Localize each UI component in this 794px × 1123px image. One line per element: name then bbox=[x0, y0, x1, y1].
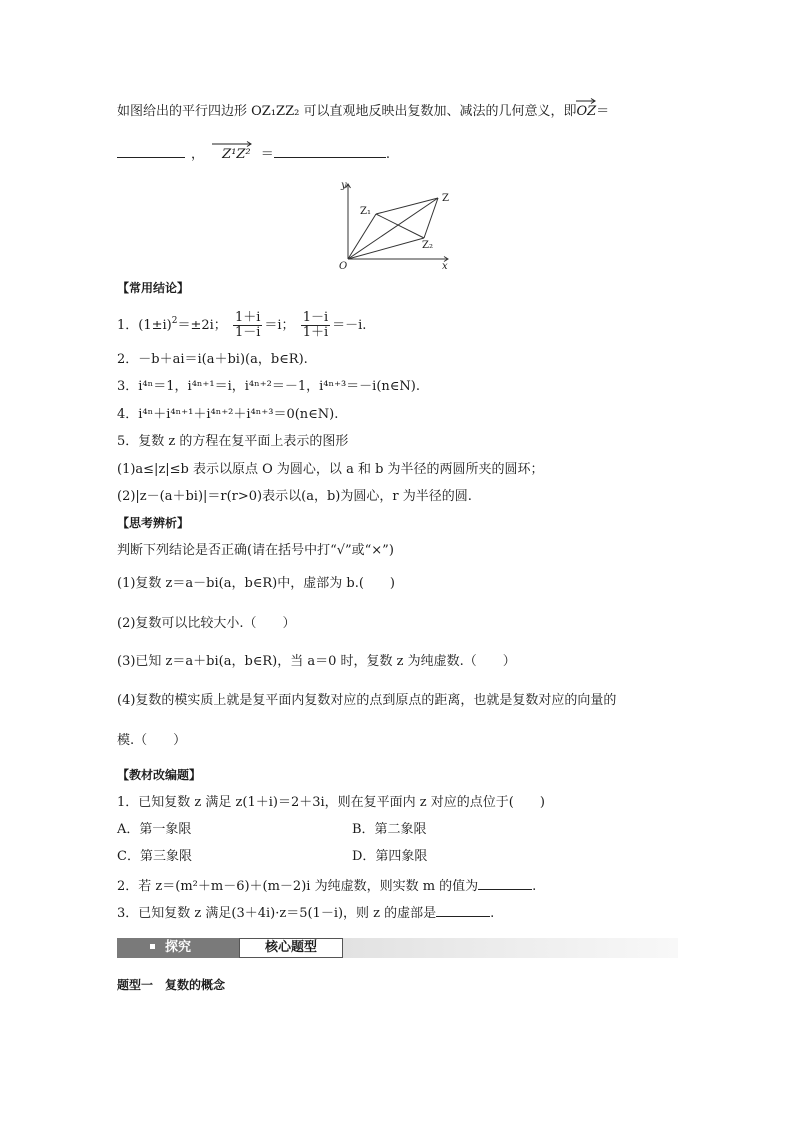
vector-oz: OZ bbox=[576, 104, 596, 120]
label-z2: Z₂ bbox=[422, 240, 433, 251]
thinking-q3: (3)已知 z＝a＋bi(a，b∈R)，当 a＝0 时，复数 z 为纯虚数.（ ） bbox=[117, 654, 516, 669]
label-o: O bbox=[339, 261, 348, 272]
banner-explore: 探究 bbox=[117, 938, 239, 958]
thinking-q2: (2)复数可以比较大小.（ ） bbox=[117, 616, 296, 631]
thinking-heading: 【思考辨析】 bbox=[117, 516, 190, 530]
conclusion-5a: (1)a≤|z|≤b 表示以原点 O 为圆心，以 a 和 b 为半径的两圆所夹的圆环； bbox=[117, 462, 544, 477]
parallelogram-diagram bbox=[338, 176, 460, 272]
section-title: 题型一 复数的概念 bbox=[117, 978, 226, 992]
answer-blank-1[interactable] bbox=[117, 145, 185, 158]
banner-core-type: 核心题型 bbox=[239, 938, 343, 958]
fraction-2: $\frac{1-i}{1+i}$ bbox=[302, 310, 329, 340]
answer-blank-3[interactable] bbox=[478, 877, 532, 890]
answer-blank-2[interactable] bbox=[274, 145, 386, 158]
option-d: D．第四象限 bbox=[352, 849, 428, 864]
label-z1: Z₁ bbox=[360, 206, 371, 217]
thinking-q4: (4)复数的模实质上就是复平面内复数对应的点到原点的距离，也就是复数对应的向量的 bbox=[117, 693, 617, 708]
section-banner bbox=[117, 938, 678, 958]
textbook-q1: 1．已知复数 z 满足 z(1＋i)＝2＋3i，则在复平面内 z 对应的点位于( ) bbox=[117, 795, 545, 810]
intro-text: 如图给出的平行四边形 OZ₁ZZ₂ 可以直观地反映出复数加、减法的几何意义，即 bbox=[117, 104, 577, 119]
option-a: A．第一象限 bbox=[117, 822, 192, 837]
conclusions-heading: 【常用结论】 bbox=[117, 281, 190, 295]
conclusion-1: 1．$(1\pm i)^2=\pm 2i$； $\frac{1+i}{1-i}$ ＝i； $\frac{1-i}{1+i}$ ＝－i. bbox=[117, 310, 367, 340]
conclusion-4: 4．i⁴ⁿ＋i⁴ⁿ⁺¹＋i⁴ⁿ⁺²＋i⁴ⁿ⁺³＝0(n∈N). bbox=[117, 407, 339, 422]
square-bullet-icon bbox=[150, 944, 155, 949]
conclusion-5b: (2)|z－(a＋bi)|＝r(r>0)表示以(a，b)为圆心，r 为半径的圆. bbox=[117, 489, 472, 504]
fraction-1: $\frac{1+i}{1-i}$ bbox=[234, 310, 261, 340]
intro-line-2: ， Z¹Z² ＝ . bbox=[117, 145, 390, 163]
label-z: Z bbox=[442, 193, 449, 204]
conclusion-2: 2．－b＋ai＝i(a＋bi)(a，b∈R). bbox=[117, 352, 308, 367]
intro-line-1 bbox=[117, 104, 609, 120]
label-x: x bbox=[442, 261, 448, 272]
vector-arrow-icon bbox=[576, 98, 596, 104]
equals-sign: ＝ bbox=[596, 104, 610, 119]
option-b: B．第二象限 bbox=[352, 822, 427, 837]
answer-blank-4[interactable] bbox=[436, 904, 490, 917]
vector-z1z2: Z¹Z² bbox=[222, 147, 251, 163]
thinking-instruction: 判断下列结论是否正确(请在括号中打“√”或“×”) bbox=[117, 543, 394, 558]
vector-arrow-icon bbox=[212, 141, 252, 147]
option-c: C．第三象限 bbox=[117, 849, 192, 864]
conclusion-3: 3．i⁴ⁿ＝1，i⁴ⁿ⁺¹＝i，i⁴ⁿ⁺²＝－1，i⁴ⁿ⁺³＝－i(n∈N). bbox=[117, 379, 420, 394]
textbook-q3: 3．已知复数 z 满足(3＋4i)·z＝5(1－i)，则 z 的虚部是 . bbox=[117, 906, 495, 921]
banner-fade bbox=[343, 938, 678, 958]
thinking-q4-cont: 模.（ ） bbox=[117, 733, 187, 748]
thinking-q1: (1)复数 z＝a－bi(a，b∈R)中，虚部为 b.( ) bbox=[117, 576, 395, 591]
label-y: y bbox=[341, 180, 347, 191]
conclusion-5: 5．复数 z 的方程在复平面上表示的图形 bbox=[117, 434, 349, 449]
textbook-heading: 【教材改编题】 bbox=[117, 768, 202, 782]
textbook-q2: 2．若 z＝(m²＋m－6)＋(m－2)i 为纯虚数，则实数 m 的值为 . bbox=[117, 879, 537, 894]
